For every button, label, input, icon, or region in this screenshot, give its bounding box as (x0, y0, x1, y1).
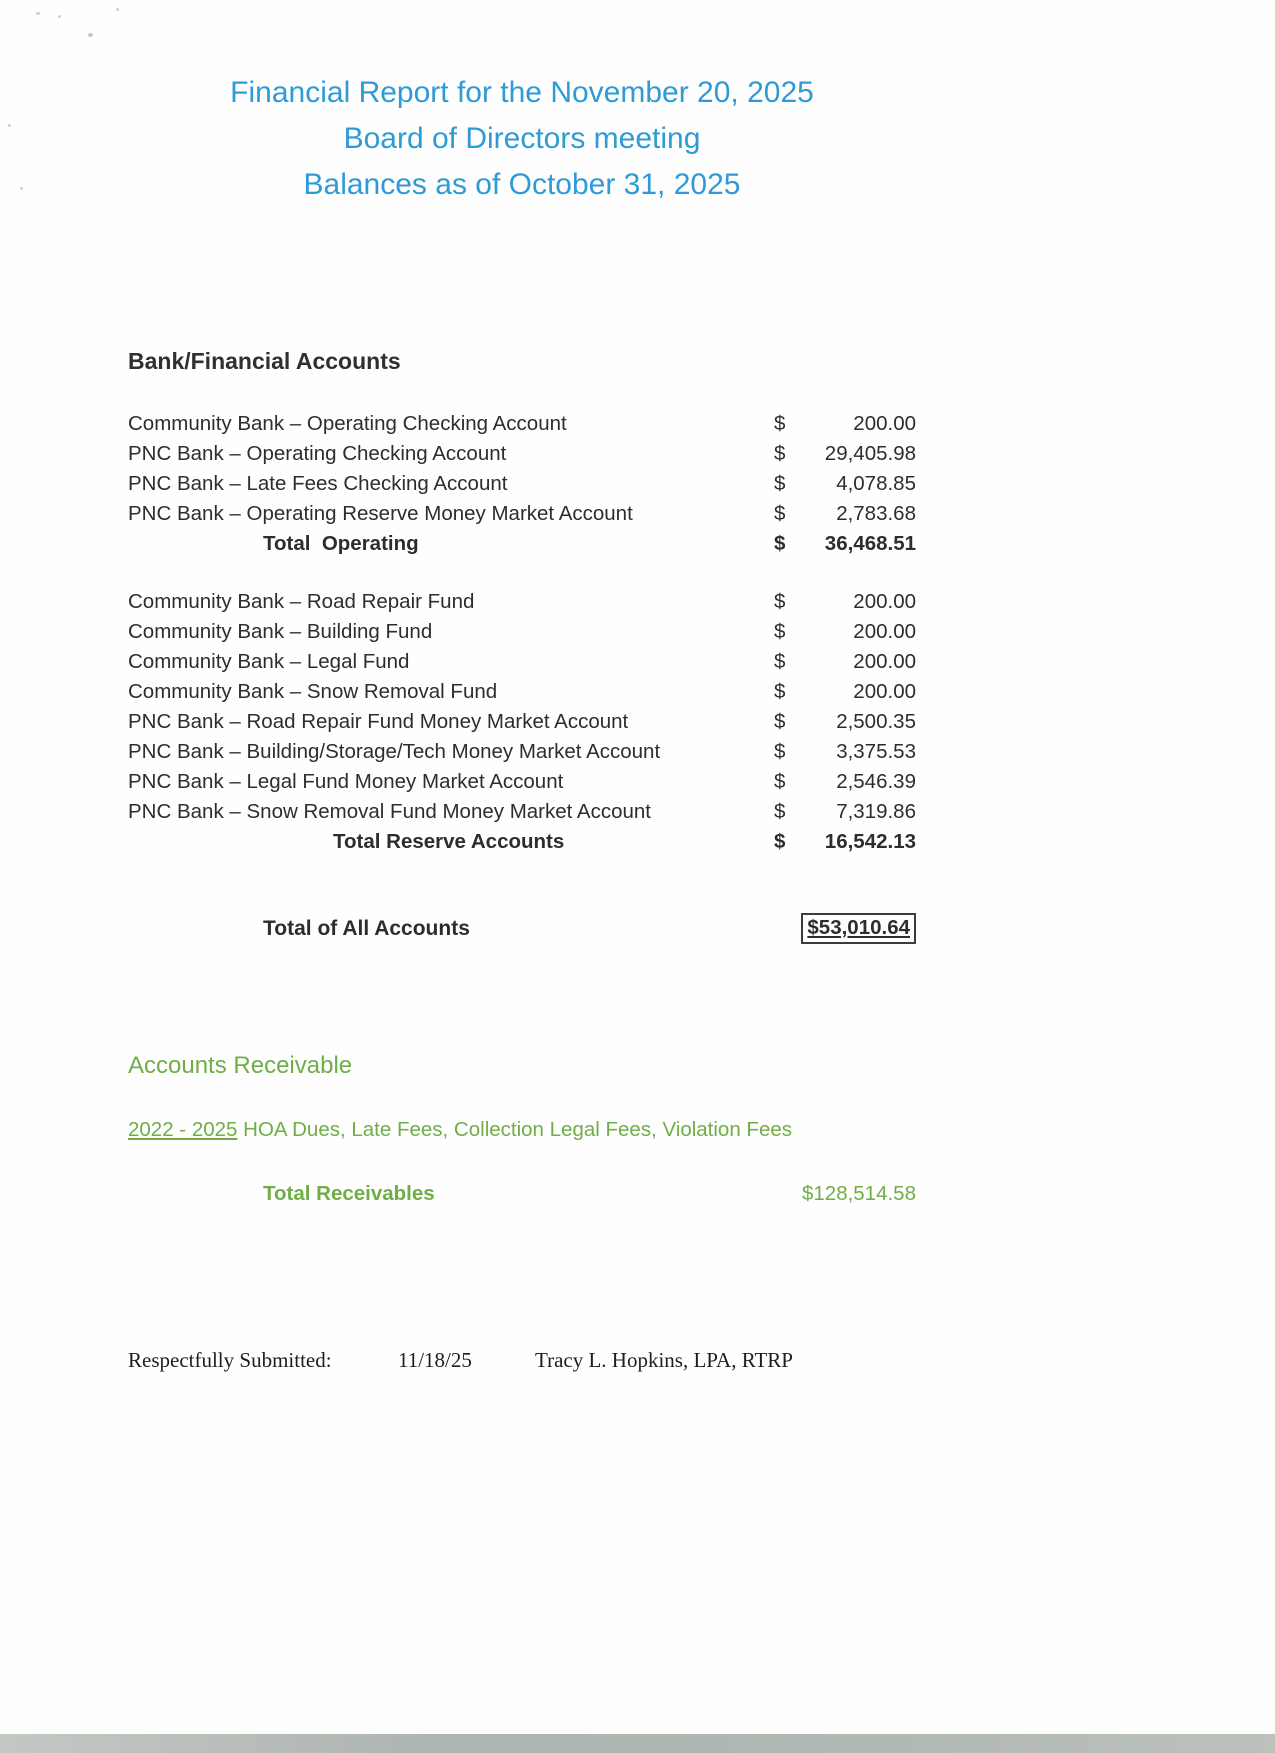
account-amount: 200.00 (853, 590, 916, 613)
scan-speck (116, 8, 119, 11)
receivables-total-label: Total Receivables (263, 1182, 435, 1205)
account-label: PNC Bank – Snow Removal Fund Money Market Account (128, 800, 651, 823)
receivables-description-line (128, 1118, 916, 1142)
scan-speck (36, 12, 40, 15)
currency-symbol: $ (774, 830, 786, 853)
submitted-signer: Tracy L. Hopkins, LPA, RTRP (535, 1348, 793, 1372)
account-row (128, 767, 916, 797)
account-row (128, 439, 916, 469)
account-label: PNC Bank – Road Repair Fund Money Market Account (128, 710, 629, 733)
account-row (128, 737, 916, 767)
account-label: PNC Bank – Building/Storage/Tech Money Market Account (128, 740, 661, 763)
spacer (128, 559, 916, 587)
receivables-heading: Accounts Receivable (128, 1052, 353, 1079)
account-amount: 3,375.53 (836, 740, 916, 763)
total-label: Total Operating (263, 532, 419, 555)
submitted-label: Respectfully Submitted: (128, 1348, 332, 1372)
grand-total-label: Total of All Accounts (263, 916, 470, 940)
account-amount: 200.00 (853, 680, 916, 703)
total-reserve-row (128, 827, 916, 857)
account-row (128, 647, 916, 677)
title-line-2: Board of Directors meeting (343, 122, 701, 155)
scan-edge-band (0, 1734, 1275, 1753)
account-row (128, 797, 916, 827)
account-amount: 200.00 (853, 412, 916, 435)
currency-symbol: $ (774, 710, 786, 733)
currency-symbol: $ (774, 770, 786, 793)
account-amount: 7,319.86 (836, 800, 916, 823)
title-line-3: Balances as of October 31, 2025 (303, 168, 741, 201)
account-label: Community Bank – Operating Checking Account (128, 412, 567, 435)
account-label: PNC Bank – Legal Fund Money Market Account (128, 770, 564, 793)
currency-symbol: $ (774, 620, 786, 643)
currency-symbol: $ (774, 800, 786, 823)
account-label: Community Bank – Legal Fund (128, 650, 410, 673)
account-amount: 2,546.39 (836, 770, 916, 793)
scan-speck (88, 33, 93, 37)
account-label: Community Bank – Building Fund (128, 620, 433, 643)
signature-line (128, 1348, 916, 1373)
receivables-description: HOA Dues, Late Fees, Collection Legal Fees, Violation Fees (237, 1118, 792, 1141)
account-row (128, 409, 916, 439)
account-row (128, 707, 916, 737)
account-label: PNC Bank – Late Fees Checking Account (128, 472, 508, 495)
receivables-total-row (128, 1182, 916, 1206)
account-label: Community Bank – Road Repair Fund (128, 590, 475, 613)
scan-speck (8, 124, 11, 127)
title-line-1: Financial Report for the November 20, 2025 (230, 76, 814, 109)
currency-symbol: $ (774, 650, 786, 673)
scan-speck (58, 15, 61, 18)
account-label: Community Bank – Snow Removal Fund (128, 680, 498, 703)
receivables-year-range: 2022 - 2025 (128, 1118, 238, 1141)
account-row (128, 677, 916, 707)
scan-speck (20, 187, 23, 190)
submitted-date: 11/18/25 (398, 1348, 472, 1372)
account-row (128, 499, 916, 529)
account-row (128, 617, 916, 647)
currency-symbol: $ (774, 680, 786, 703)
currency-symbol: $ (774, 740, 786, 763)
account-amount: 200.00 (853, 620, 916, 643)
account-row (128, 469, 916, 499)
account-amount: 4,078.85 (836, 472, 916, 495)
currency-symbol: $ (774, 442, 786, 465)
account-amount: 2,783.68 (836, 502, 916, 525)
total-amount: 36,468.51 (824, 532, 916, 555)
account-label: PNC Bank – Operating Checking Account (128, 442, 507, 465)
currency-symbol: $ (774, 532, 786, 555)
account-label: PNC Bank – Operating Reserve Money Market Account (128, 502, 633, 525)
report-title (128, 70, 916, 208)
account-row (128, 587, 916, 617)
account-amount: 2,500.35 (836, 710, 916, 733)
account-amount: 200.00 (853, 650, 916, 673)
bank-accounts-heading: Bank/Financial Accounts (128, 348, 401, 374)
account-amount: 29,405.98 (824, 442, 916, 465)
grand-total-row (128, 913, 916, 944)
receivables-total-amount: $128,514.58 (801, 1182, 916, 1205)
currency-symbol: $ (774, 472, 786, 495)
total-operating-row (128, 529, 916, 559)
total-amount: 16,542.13 (824, 830, 916, 853)
currency-symbol: $ (774, 502, 786, 525)
total-label: Total Reserve Accounts (333, 830, 565, 853)
currency-symbol: $ (774, 590, 786, 613)
currency-symbol: $ (774, 412, 786, 435)
document-content (128, 0, 916, 1373)
operating-accounts-table (128, 409, 916, 857)
grand-total-amount: $53,010.64 (801, 913, 916, 944)
